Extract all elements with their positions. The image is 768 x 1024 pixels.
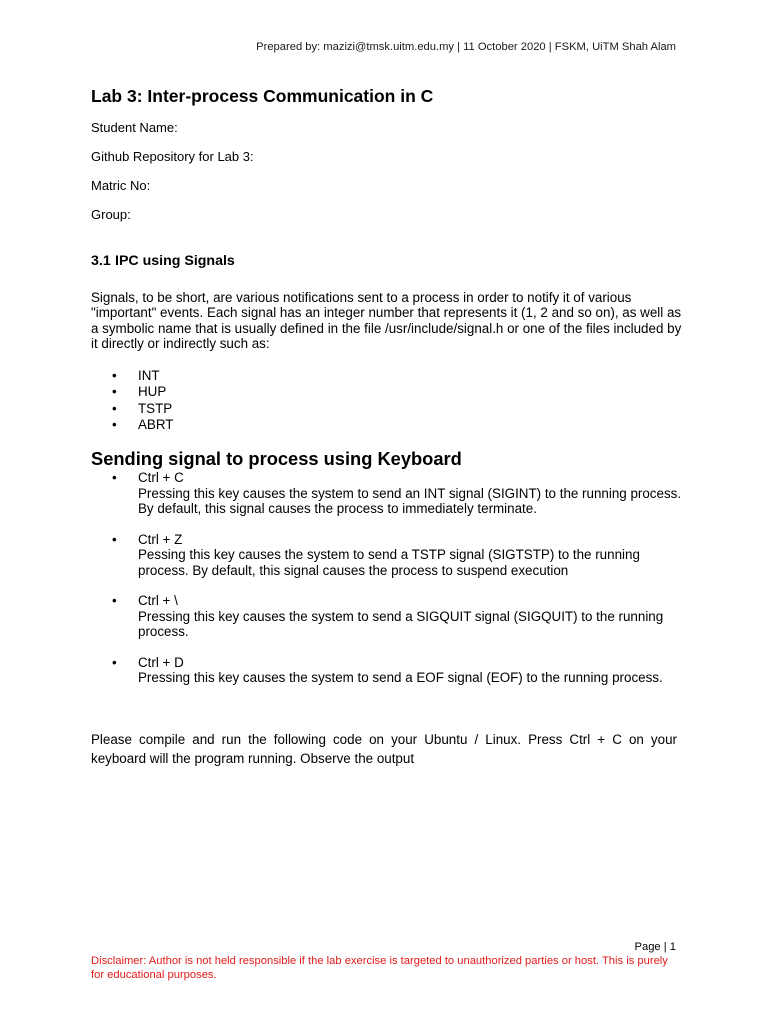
section-title: IPC using Signals — [115, 253, 235, 269]
intro-paragraph: Signals, to be short, are various notifications sent to a process in order to notify it of various "important" events. Each signal has an integer number that represents it (1, 2 and so on), as well as a symbolic name that is usually defined in the file /usr/include/signal.h or one of the files included by it directly or indirectly such as: — [91, 290, 682, 351]
bullet-icon: • — [112, 470, 117, 485]
list-item — [91, 384, 173, 400]
section-heading — [91, 253, 235, 269]
matric-no-field: Matric No: — [91, 178, 151, 193]
bullet-icon: • — [112, 531, 117, 547]
bullet-icon: • — [112, 654, 117, 670]
keyboard-heading: Sending signal to process using Keyboard — [91, 448, 462, 469]
signal-name: HUP — [138, 384, 167, 400]
key-combo: Ctrl + \ — [138, 593, 178, 608]
key-combo: Ctrl + Z — [138, 531, 183, 547]
list-item — [91, 401, 173, 417]
disclaimer: Disclaimer: Author is not held responsible if the lab exercise is targeted to unauthorized parties or host. This is purely for educational purposes. — [91, 955, 668, 981]
github-repo-field: Github Repository for Lab 3: — [91, 149, 254, 164]
group-field: Group: — [91, 207, 131, 222]
page-header: Prepared by: mazizi@tmsk.uitm.edu.my | 11 October 2020 | FSKM, UiTM Shah Alam — [256, 41, 676, 53]
bullet-icon: • — [112, 416, 117, 432]
list-item — [91, 655, 686, 686]
key-list — [91, 470, 686, 701]
signal-name: TSTP — [138, 400, 173, 416]
key-combo: Ctrl + C — [138, 470, 184, 485]
list-item — [91, 470, 686, 517]
list-item — [91, 593, 686, 640]
instruction-paragraph: Please compile and run the following code on your Ubuntu / Linux. Press Ctrl + C on your keyboard will the program running. Observe the output — [91, 732, 677, 766]
list-item — [91, 417, 173, 433]
list-item — [91, 368, 173, 384]
signal-list — [91, 368, 173, 433]
key-description: Pressing this key causes the system to send a EOF signal (EOF) to the running process. — [138, 670, 663, 685]
signal-name: ABRT — [138, 416, 174, 432]
section-number: 3.1 — [91, 253, 111, 269]
page-number: Page | 1 — [634, 941, 676, 953]
bullet-icon: • — [112, 593, 117, 608]
list-item — [91, 532, 686, 579]
key-description: Pressing this key causes the system to send a SIGQUIT signal (SIGQUIT) to the running process. — [138, 608, 664, 639]
document-title: Lab 3: Inter-process Communication in C — [91, 86, 434, 106]
key-combo: Ctrl + D — [138, 654, 184, 670]
key-description: Pessing this key causes the system to send a TSTP signal (SIGTSTP) to the running process. By default, this signal causes the process to suspend execution — [138, 547, 640, 578]
key-description: Pressing this key causes the system to send an INT signal (SIGINT) to the running process. By default, this signal causes the process to immediately terminate. — [138, 485, 682, 516]
bullet-icon: • — [112, 400, 117, 416]
bullet-icon: • — [112, 368, 117, 383]
signal-name: INT — [138, 368, 160, 383]
bullet-icon: • — [112, 384, 117, 400]
student-name-field: Student Name: — [91, 120, 178, 135]
